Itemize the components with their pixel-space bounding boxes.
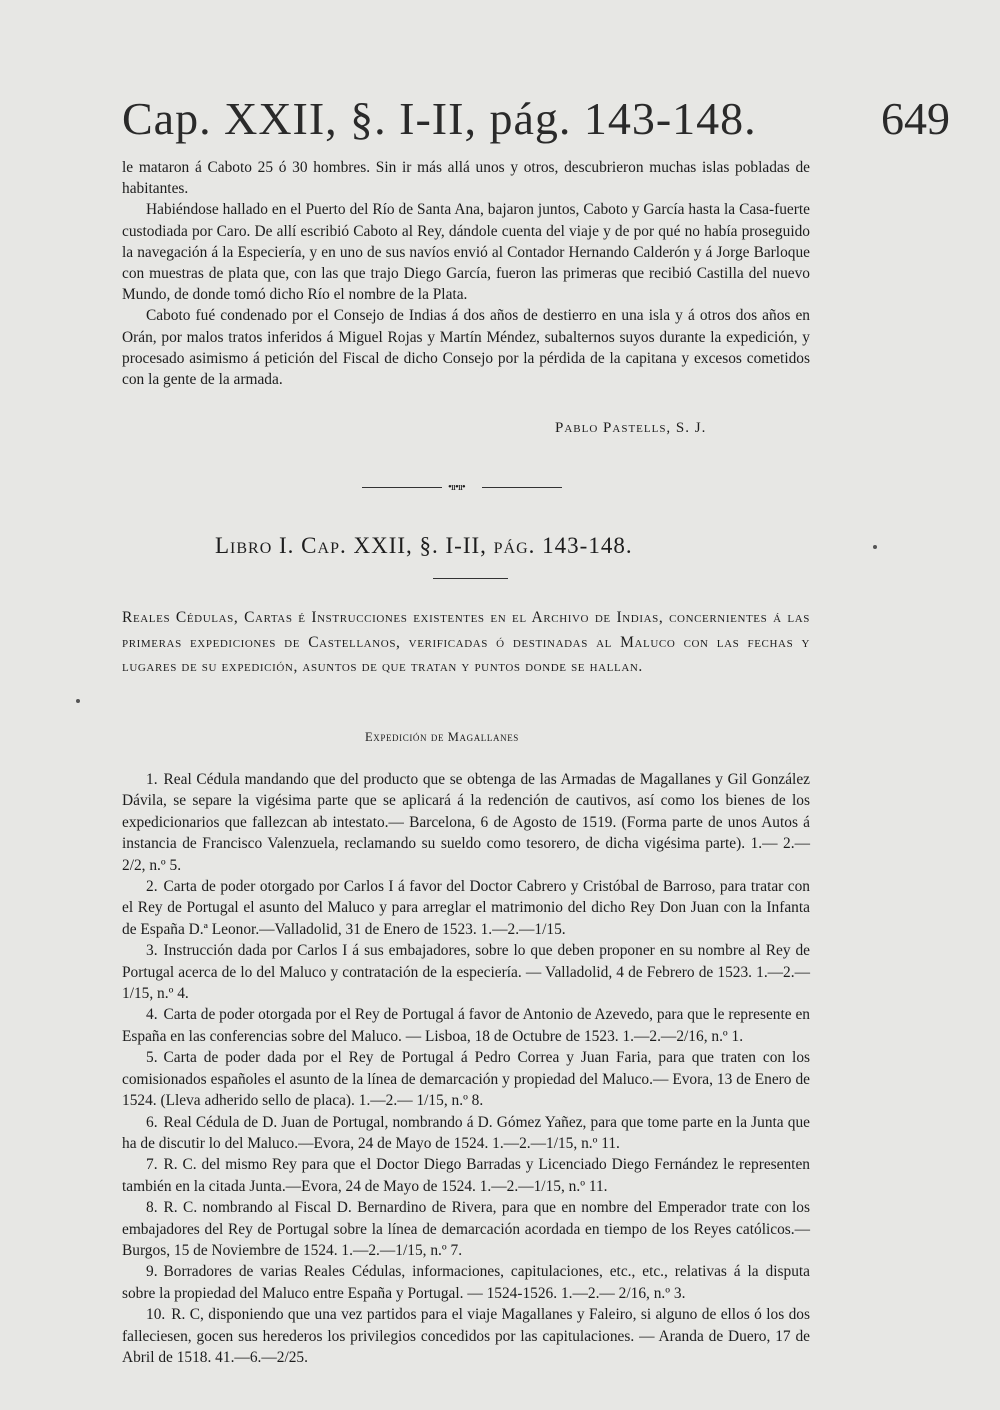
list-item [122,769,810,876]
item-number: 3. [146,942,158,960]
item-text: Carta de poder otorgado por Carlos I á favor del Doctor Cabrero y Cristóbal de Barroso, para tratar con el Rey de Portugal el asunto del Maluco y para arreglar el matrimonio del dicho Rey Don Juan con la Infanta de España D.ª Leonor.—Valladolid, 31 de Enero de 1523. 1.—2.—1/15. [122,878,810,938]
list-item [122,1197,810,1261]
item-number: 2. [146,878,158,896]
author-signature: Pablo Pastells, S. J. [555,420,707,436]
section-title: Reales Cédulas, Cartas é Instrucciones existentes en el Archivo de Indias, concernientes á las primeras expediciones de Castellanos, verificadas ó destinadas al Maluco con las fechas y lugares de su expedición, asuntos de que tratan y puntos donde se hallan. [122,609,810,675]
item-number: 9. [146,1263,158,1281]
list-item [122,940,810,1004]
list-item [122,1047,810,1111]
item-text: Instrucción dada por Carlos I á sus embajadores, sobre lo que deben proponer en su nombre al Rey de Portugal acerca de lo del Maluco y contratación de la especiería. — Valladolid, 4 de Febrero de 1523. 1.—2.— 1/15, n.º 4. [122,942,810,1003]
section-heading: Libro I. Cap. XXII, §. I-II, pág. 143-148. [215,533,633,558]
list-item [122,1112,810,1155]
item-number: 6. [146,1113,158,1131]
list-item [122,1304,810,1368]
item-text: R. C, disponiendo que una vez partidos para el viaje Magallanes y Faleiro, si alguno de ellos ó los dos falleciesen, gocen sus herederos los privilegios concedidos por las capitulaciones. — Aranda de Duero, 17 de Abril de 1518. 41.—6.—2/25. [122,1306,810,1366]
item-text: R. C. del mismo Rey para que el Doctor Diego Barradas y Licenciado Diego Fernández le representen también en la citada Junta.—Evora, 24 de Mayo de 1524. 1.—2.—1/15, n.º 11. [122,1156,810,1195]
paragraph: Habiéndose hallado en el Puerto del Río de Santa Ana, bajaron juntos, Caboto y García hasta la Casa-fuerte custodiada por Caro. De allí escribió Caboto al Rey, dándole cuenta del viaje y de por qué no había proseguido la navegación á la Especiería, y en uno de sus navíos envió al Contador Hernando Calderón y á Jorge Barloque con muestras de plata que, con las que trajo Diego García, fueron las primeras que recibió Castilla del nuevo Mundo, de donde tomó dicho Río el nombre de la Plata. [122,201,810,304]
continuation-text [122,157,810,390]
item-text: R. C. nombrando al Fiscal D. Bernardino de Rivera, para que en nombre del Emperador trate con los embajadores del Rey de Portugal sobre la línea de demarcación acordada en tiempo de los Reyes católicos.— Burgos, 15 de Noviembre de 1524. 1.—2.—1/15, n.º 7. [122,1199,810,1259]
document-list [122,769,810,1368]
stray-mark [76,699,80,703]
running-title: Cap. XXII, §. I-II, pág. 143-148. [122,93,757,144]
item-text: Real Cédula de D. Juan de Portugal, nombrando á D. Gómez Yañez, para que tome parte en la Junta que ha de discutir lo del Maluco.—Evora, 24 de Mayo de 1524. 1.—2.—1/15, n.º 11. [122,1113,810,1152]
item-text: Borradores de varias Reales Cédulas, informaciones, capitulaciones, etc., etc., relativas á la disputa sobre la propiedad del Maluco entre España y Portugal. — 1524-1526. 1.—2.— 2/16, n.º 3. [122,1263,810,1302]
list-item [122,1154,810,1197]
item-text: Carta de poder dada por el Rey de Portugal á Pedro Correa y Juan Faria, para que traten con los comisionados españoles el asunto de la línea de demarcación y propiedad del Maluco.— Evora, 13 de Enero de 1524. (Lleva adherido sello de placa). 1.—2.— 1/15, n.º 8. [122,1049,810,1110]
heading-rule [433,578,508,579]
paragraph: le mataron á Caboto 25 ó 30 hombres. Sin ir más allá unos y otros, descubrieron muchas islas pobladas de habitantes. [122,159,810,198]
item-number: 4. [146,1006,158,1024]
stray-mark [873,545,877,549]
list-item [122,876,810,940]
item-number: 7. [146,1156,158,1174]
list-item [122,1261,810,1304]
item-text: Real Cédula mandando que del producto que se obtenga de las Armadas de Magallanes y Gil González Dávila, se separe la vigésima parte que se aplicará á la redención de cautivos, así como los bienes de los expedicionarios que fallezcan ab intestato.— Barcelona, 6 de Agosto de 1519. (Forma parte de unos Autos á instancia de Francisco Valenzuela, reclamando su sueldo como tesorero, de dicha vigésima parte). 1.— 2.— 2/2, n.º 5. [122,771,810,874]
list-item [122,1004,810,1047]
item-number: 8. [146,1199,158,1217]
item-number: 10. [146,1306,166,1324]
paragraph: Caboto fué condenado por el Consejo de Indias á dos años de destierro en una isla y á otros dos años en Orán, por malos tratos inferidos á Miguel Rojas y Martín Méndez, subalternos suyos durante la expedición, y procesado asimismo á petición del Fiscal de dicho Consejo por la pérdida de la capitana y excesos cometidos con la gente de la armada. [122,307,810,389]
page-header [122,92,950,162]
item-text: Carta de poder otorgada por el Rey de Portugal á favor de Antonio de Azevedo, para que le represente en España en las conferencias sobre del Maluco. — Lisboa, 18 de Octubre de 1523. 1.—2.—2/16, n.º 1. [122,1006,810,1045]
ornament-divider: •ıı•ıı• [362,481,562,495]
item-number: 1. [146,771,158,788]
subsection-heading: Expedición de Magallanes [365,730,519,744]
page-number: 649 [881,93,950,144]
item-number: 5. [146,1049,158,1067]
